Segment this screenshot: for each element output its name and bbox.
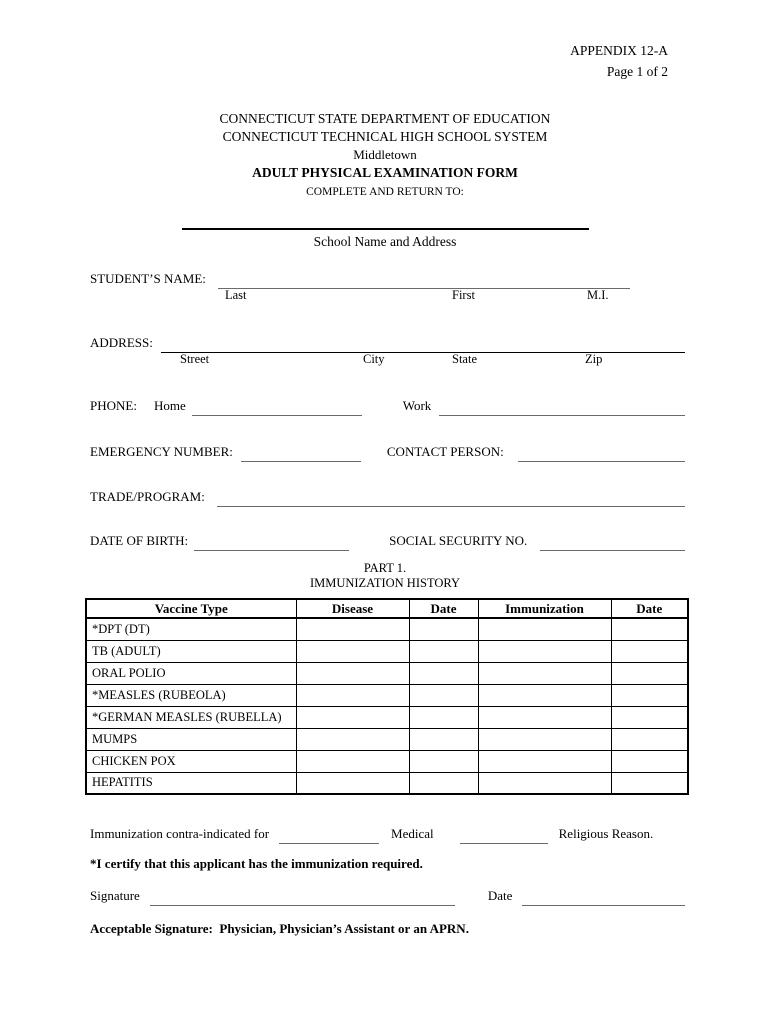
immunization-cell[interactable] [478, 750, 611, 772]
emergency-row [90, 444, 685, 459]
immunization-cell[interactable] [478, 728, 611, 750]
immunization-date-cell[interactable] [611, 618, 688, 640]
city-caption: City [363, 352, 385, 366]
disease-cell[interactable] [296, 640, 409, 662]
date-of-birth-field[interactable] [194, 537, 349, 551]
zip-caption: Zip [585, 352, 603, 366]
col-header-date2: Date [611, 599, 688, 618]
system-name: CONNECTICUT TECHNICAL HIGH SCHOOL SYSTEM [222, 129, 548, 144]
immunization-date-cell[interactable] [611, 706, 688, 728]
trade-program-field[interactable] [217, 493, 685, 507]
appendix-block [570, 40, 668, 82]
department-name: CONNECTICUT STATE DEPARTMENT OF EDUCATION [219, 111, 551, 126]
disease-cell[interactable] [296, 772, 409, 794]
religious-reason-label: Religious Reason. [558, 826, 654, 841]
table-row [86, 662, 688, 684]
signature-label: Signature [90, 888, 140, 903]
disease-date-cell[interactable] [409, 640, 478, 662]
phone-home-field[interactable] [192, 402, 362, 416]
vaccine-label: CHICKEN POX [86, 750, 296, 772]
return-to-label: COMPLETE AND RETURN TO: [306, 186, 464, 198]
vaccine-label: TB (ADULT) [86, 640, 296, 662]
phone-label: PHONE: [90, 398, 137, 413]
immunization-table [85, 598, 689, 795]
letterhead [0, 0, 770, 200]
form-title: ADULT PHYSICAL EXAMINATION FORM [252, 165, 518, 180]
disease-date-cell[interactable] [409, 772, 478, 794]
student-name-label: STUDENT’S NAME: [90, 271, 206, 286]
middle-initial-caption: M.I. [587, 288, 609, 302]
medical-reason-field[interactable] [279, 830, 379, 844]
disease-cell[interactable] [296, 618, 409, 640]
ssn-label: SOCIAL SECURITY NO. [389, 533, 528, 548]
table-header-row [86, 599, 688, 618]
table-row [86, 618, 688, 640]
immunization-date-cell[interactable] [611, 684, 688, 706]
table-row [86, 728, 688, 750]
emergency-number-field[interactable] [241, 448, 361, 462]
student-name-row [90, 271, 685, 286]
contact-person-label: CONTACT PERSON: [386, 444, 504, 459]
contraindication-label: Immunization contra-indicated for [90, 826, 270, 841]
disease-cell[interactable] [296, 750, 409, 772]
certification-statement: *I certify that this applicant has the immunization required. [90, 856, 423, 871]
appendix-label: APPENDIX 12-A [570, 43, 668, 58]
vaccine-label: HEPATITIS [86, 772, 296, 794]
phone-row [90, 398, 685, 413]
school-name-field[interactable] [182, 228, 589, 230]
disease-date-cell[interactable] [409, 662, 478, 684]
part1-title: PART 1. [363, 561, 407, 575]
school-name-caption: School Name and Address [313, 234, 457, 249]
col-header-vaccine-type: Vaccine Type [86, 599, 296, 618]
signature-field[interactable] [150, 892, 455, 906]
disease-date-cell[interactable] [409, 684, 478, 706]
table-row [86, 684, 688, 706]
col-header-immunization: Immunization [478, 599, 611, 618]
table-row [86, 772, 688, 794]
emergency-number-label: EMERGENCY NUMBER: [90, 444, 233, 459]
disease-cell[interactable] [296, 706, 409, 728]
date-field[interactable] [522, 892, 685, 906]
contact-person-field[interactable] [518, 448, 685, 462]
address-label: ADDRESS: [90, 335, 153, 350]
disease-date-cell[interactable] [409, 728, 478, 750]
religious-reason-field[interactable] [460, 830, 548, 844]
first-name-caption: First [452, 288, 475, 302]
acceptable-signature-note: Acceptable Signature: Physician, Physician’s Assistant or an APRN. [90, 921, 469, 936]
vaccine-label: *DPT (DT) [86, 618, 296, 640]
immunization-cell[interactable] [478, 772, 611, 794]
vaccine-label: *MEASLES (RUBEOLA) [86, 684, 296, 706]
state-caption: State [452, 352, 477, 366]
disease-cell[interactable] [296, 728, 409, 750]
vaccine-label: ORAL POLIO [86, 662, 296, 684]
immunization-cell[interactable] [478, 618, 611, 640]
immunization-date-cell[interactable] [611, 772, 688, 794]
page-number: Page 1 of 2 [606, 64, 668, 79]
phone-work-label: Work [402, 398, 432, 413]
disease-cell[interactable] [296, 662, 409, 684]
col-header-date1: Date [409, 599, 478, 618]
student-name-sublabels [85, 286, 685, 303]
street-caption: Street [180, 352, 210, 366]
table-row [86, 640, 688, 662]
contraindication-row [90, 826, 685, 841]
immunization-cell[interactable] [478, 706, 611, 728]
immunization-date-cell[interactable] [611, 640, 688, 662]
immunization-cell[interactable] [478, 662, 611, 684]
table-row [86, 750, 688, 772]
col-header-disease: Disease [296, 599, 409, 618]
phone-work-field[interactable] [439, 402, 685, 416]
disease-date-cell[interactable] [409, 618, 478, 640]
address-row [90, 335, 685, 350]
immunization-date-cell[interactable] [611, 662, 688, 684]
part1-heading [85, 561, 685, 591]
disease-cell[interactable] [296, 684, 409, 706]
trade-row [90, 489, 685, 504]
immunization-cell[interactable] [478, 640, 611, 662]
vaccine-label: MUMPS [86, 728, 296, 750]
medical-label: Medical [391, 826, 434, 841]
ssn-field[interactable] [540, 537, 685, 551]
address-sublabels [85, 350, 685, 367]
disease-date-cell[interactable] [409, 750, 478, 772]
immunization-date-cell[interactable] [611, 728, 688, 750]
part1-subtitle: IMMUNIZATION HISTORY [309, 576, 461, 590]
signature-row [90, 888, 685, 903]
table-row [86, 706, 688, 728]
phone-home-label: Home [153, 398, 186, 413]
date-of-birth-label: DATE OF BIRTH: [90, 533, 189, 548]
town-name: Middletown [353, 147, 417, 162]
disease-date-cell[interactable] [409, 706, 478, 728]
immunization-date-cell[interactable] [611, 750, 688, 772]
vaccine-label: *GERMAN MEASLES (RUBELLA) [86, 706, 296, 728]
dob-row [90, 533, 685, 548]
date-label: Date [487, 888, 513, 903]
last-name-caption: Last [225, 288, 247, 302]
school-name-block [182, 228, 589, 250]
immunization-cell[interactable] [478, 684, 611, 706]
trade-program-label: TRADE/PROGRAM: [90, 489, 205, 504]
